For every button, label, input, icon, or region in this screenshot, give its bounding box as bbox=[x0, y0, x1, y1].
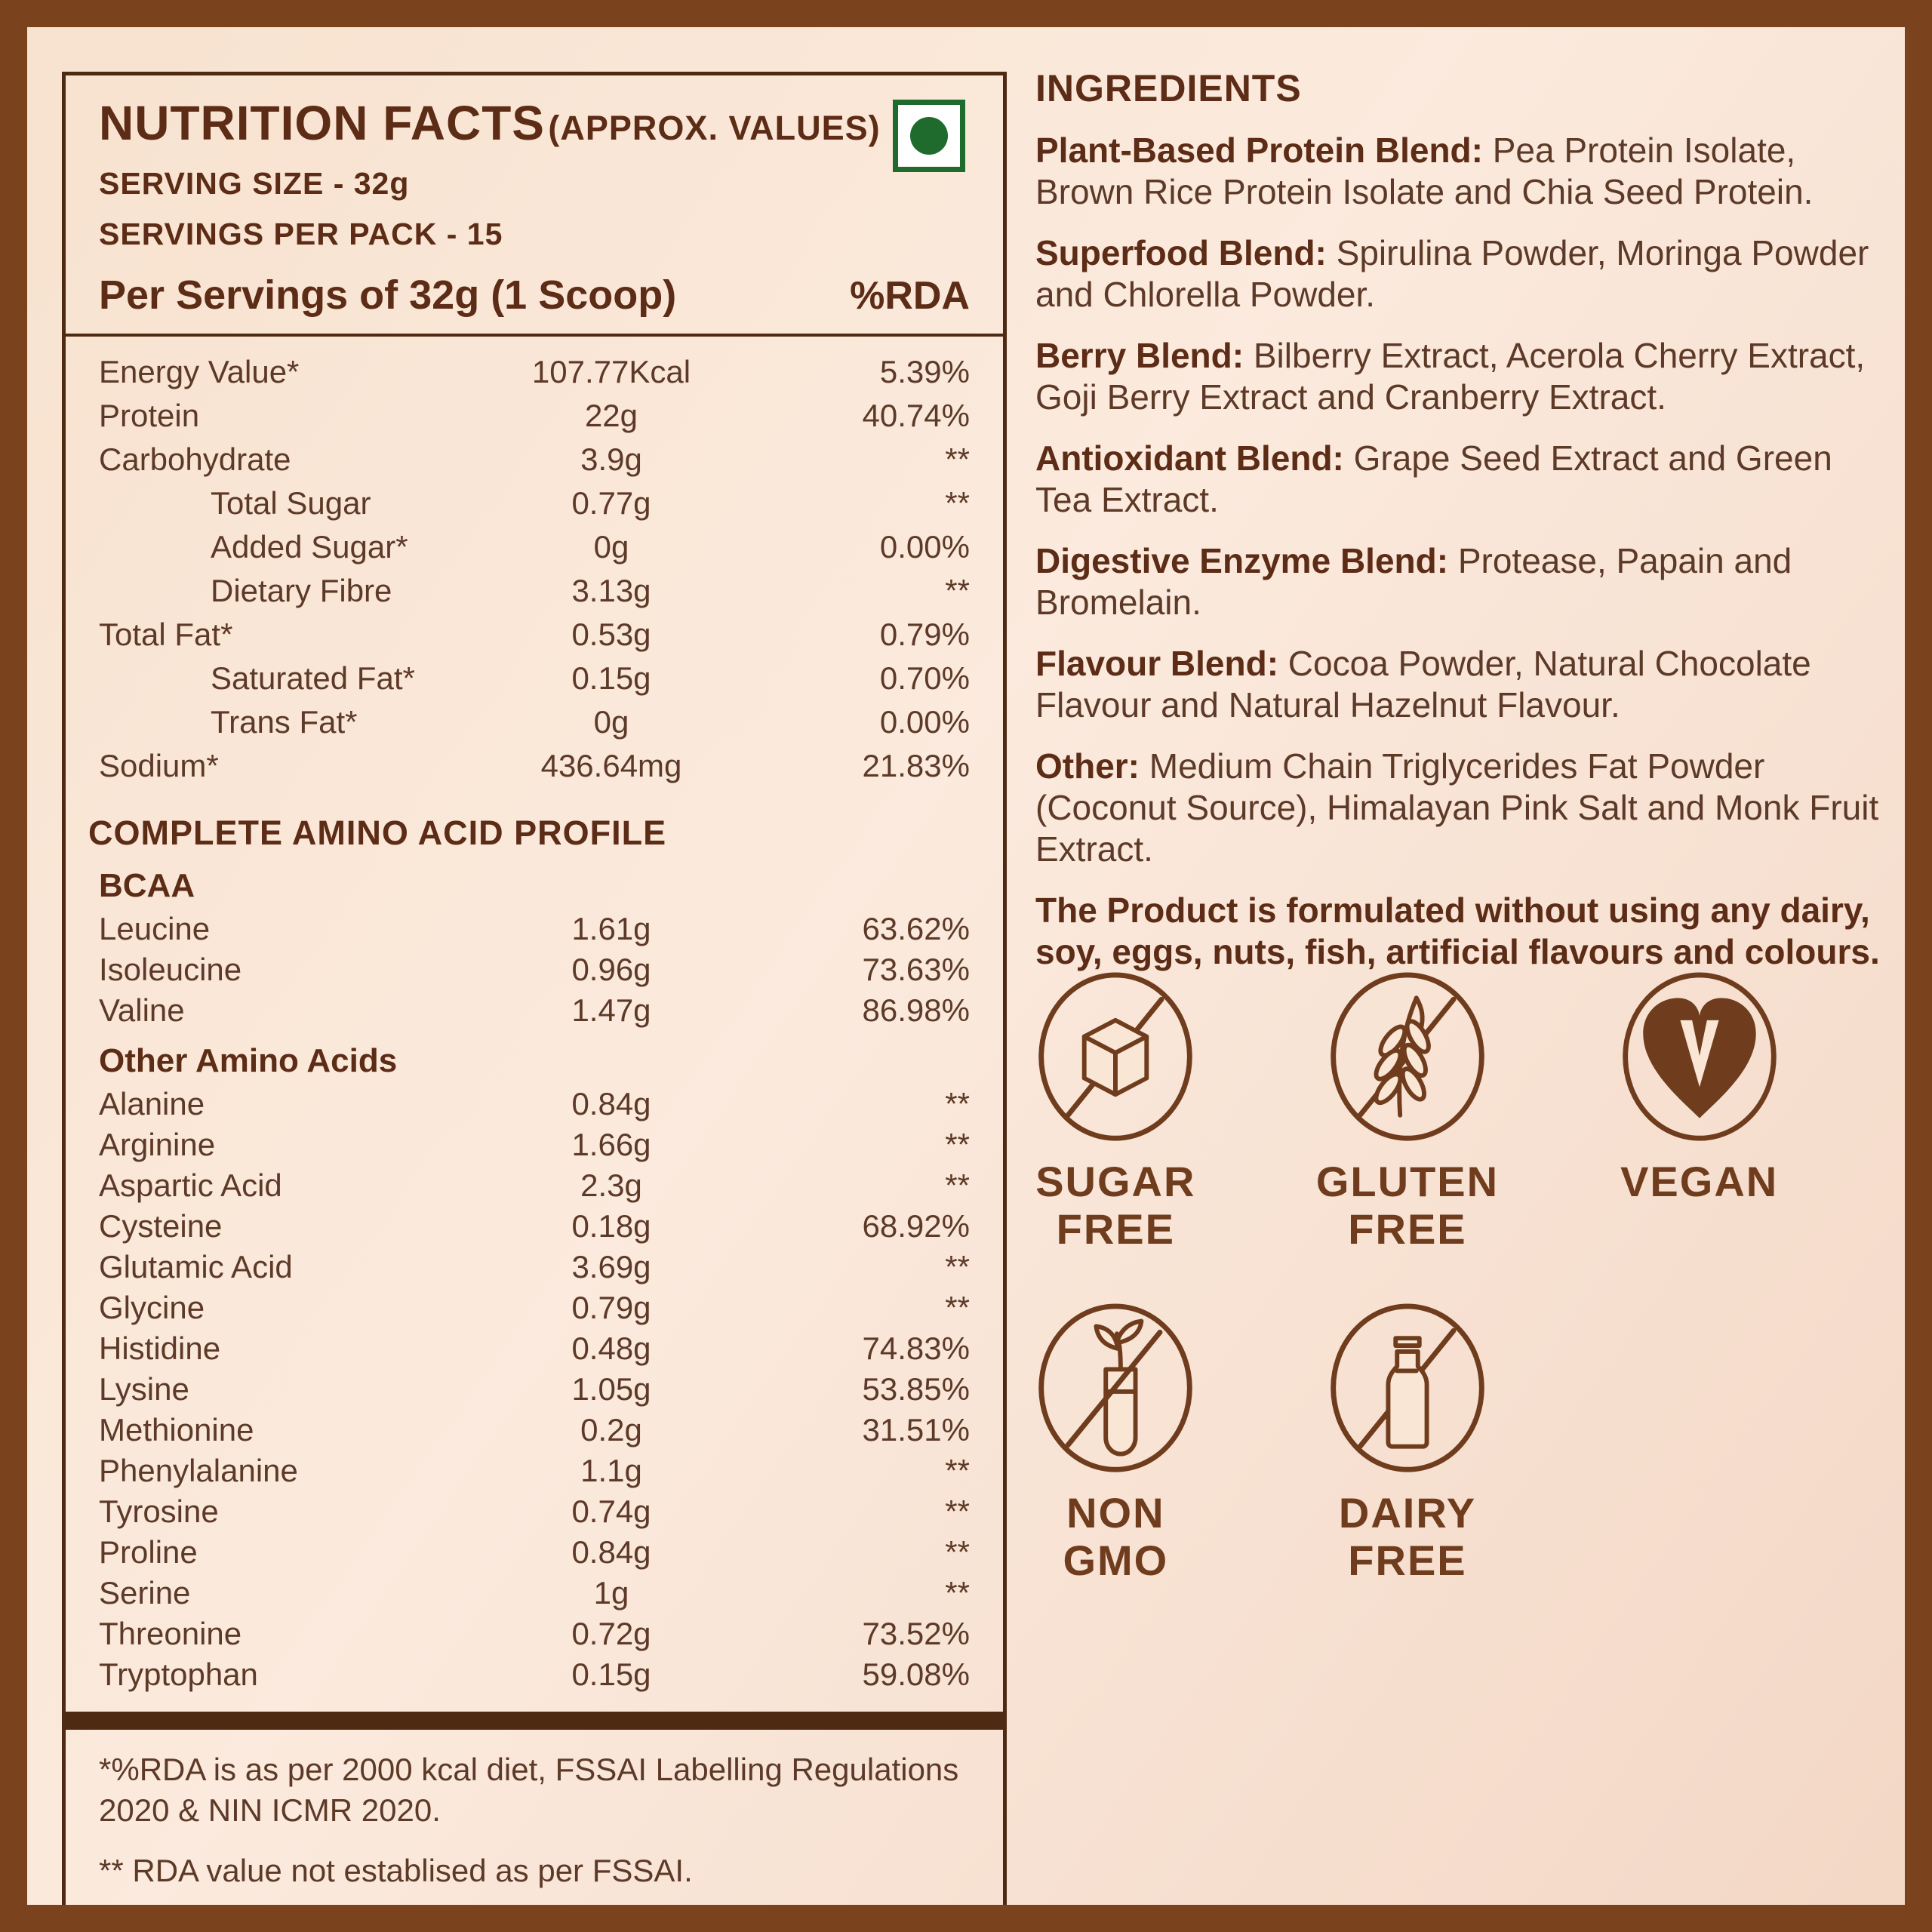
ingredient-blend-name: Other: bbox=[1035, 746, 1140, 786]
row-label: Alanine bbox=[99, 1086, 205, 1121]
row-amount: 0.48g bbox=[571, 1331, 651, 1366]
row-label: Dietary Fibre bbox=[211, 573, 392, 608]
row-amount: 0.84g bbox=[571, 1086, 651, 1121]
row-rda: 0.79% bbox=[879, 617, 970, 652]
row-amount: 0.15g bbox=[571, 660, 651, 696]
row-label: Histidine bbox=[99, 1331, 221, 1366]
row-rda: ** bbox=[945, 1086, 970, 1121]
badge-label: VEGAN bbox=[1620, 1158, 1779, 1205]
row-rda: ** bbox=[945, 573, 970, 608]
row-label: Tyrosine bbox=[99, 1494, 219, 1529]
nutrition-title: NUTRITION FACTS bbox=[99, 96, 545, 150]
row-amount: 1.05g bbox=[571, 1371, 651, 1407]
ingredient-disclaimer-text: The Product is formulated without using any dairy, soy, eggs, nuts, fish, artificial flavours and colours. bbox=[1035, 891, 1880, 971]
row-amount: 1.47g bbox=[571, 992, 651, 1028]
table-row bbox=[99, 1247, 970, 1287]
row-rda: 0.00% bbox=[879, 529, 970, 565]
ingredient-blend-name: Plant-Based Protein Blend: bbox=[1035, 131, 1483, 170]
ingredient-blend-text: Pea Protein Isolate, Brown Rice Protein Isolate and Chia Seed Protein. bbox=[1035, 131, 1814, 211]
row-label: Proline bbox=[99, 1534, 198, 1570]
row-label: Added Sugar* bbox=[211, 529, 408, 565]
row-label: Trans Fat* bbox=[211, 704, 358, 740]
row-label: Protein bbox=[99, 398, 200, 433]
footnote-not-established: ** RDA value not establised as per FSSAI. bbox=[99, 1853, 693, 1888]
row-rda: ** bbox=[945, 441, 970, 477]
row-amount: 0.79g bbox=[571, 1290, 651, 1325]
row-rda: 59.08% bbox=[862, 1657, 970, 1692]
table-row bbox=[99, 350, 970, 394]
ingredient-blend-name: Digestive Enzyme Blend: bbox=[1035, 541, 1449, 580]
table-row bbox=[99, 909, 970, 949]
row-rda: 68.92% bbox=[862, 1208, 970, 1244]
table-row bbox=[99, 1532, 970, 1573]
row-rda: 0.00% bbox=[879, 704, 970, 740]
row-rda: 5.39% bbox=[879, 354, 970, 389]
badge-dairy-free bbox=[1325, 1301, 1490, 1584]
table-row bbox=[99, 1451, 970, 1491]
ingredient-blend-name: Superfood Blend: bbox=[1035, 233, 1327, 272]
row-amount: 0.77g bbox=[571, 485, 651, 521]
row-amount: 0.53g bbox=[571, 617, 651, 652]
row-rda: ** bbox=[945, 1290, 970, 1325]
table-row bbox=[99, 1410, 970, 1451]
ingredient-item bbox=[1035, 130, 1896, 213]
table-row bbox=[99, 481, 970, 525]
table-row bbox=[99, 1573, 970, 1614]
amino-rows bbox=[99, 863, 970, 1695]
table-row bbox=[99, 438, 970, 481]
wheat-icon bbox=[1325, 970, 1490, 1148]
table-row bbox=[99, 1328, 970, 1369]
table-row bbox=[99, 700, 970, 744]
row-amount: 3.13g bbox=[571, 573, 651, 608]
table-row bbox=[99, 990, 970, 1031]
table-row bbox=[99, 394, 970, 438]
row-amount: 0.72g bbox=[571, 1616, 651, 1651]
row-label: Energy Value* bbox=[99, 354, 300, 389]
row-amount: 0g bbox=[593, 704, 629, 740]
row-label: Methionine bbox=[99, 1412, 254, 1447]
row-label: Glutamic Acid bbox=[99, 1249, 293, 1284]
table-column-headers bbox=[99, 272, 970, 318]
ingredient-item bbox=[1035, 643, 1896, 726]
row-rda: 53.85% bbox=[862, 1371, 970, 1407]
table-row bbox=[99, 1491, 970, 1532]
nutrition-title-line bbox=[99, 95, 970, 151]
ingredients-section bbox=[1035, 66, 1896, 973]
nutrient-rows bbox=[99, 350, 970, 788]
nutrition-table bbox=[66, 337, 1003, 1695]
row-amount: 0.74g bbox=[571, 1494, 651, 1529]
row-label: Arginine bbox=[99, 1127, 216, 1162]
badge-non-gmo bbox=[1033, 1301, 1198, 1584]
row-rda: 31.51% bbox=[862, 1412, 970, 1447]
per-serving-header: Per Servings of 32g (1 Scoop) bbox=[99, 272, 677, 318]
badge-label: DAIRY FREE bbox=[1338, 1489, 1477, 1585]
footnote-rda: *%RDA is as per 2000 kcal diet, FSSAI Labelling Regulations 2020 & NIN ICMR 2020. bbox=[99, 1752, 959, 1828]
vegetarian-dot bbox=[910, 117, 948, 155]
nutrition-title-note: (APPROX. VALUES) bbox=[548, 109, 881, 147]
row-amount: 107.77Kcal bbox=[531, 354, 691, 389]
row-rda: ** bbox=[945, 1453, 970, 1488]
ingredient-blend-text: Medium Chain Triglycerides Fat Powder (Coconut Source), Himalayan Pink Salt and Monk Fruit Extract. bbox=[1035, 746, 1879, 869]
row-amount: 0.15g bbox=[571, 1657, 651, 1692]
table-row bbox=[99, 1369, 970, 1410]
table-row bbox=[99, 1165, 970, 1206]
row-amount: 436.64mg bbox=[540, 748, 682, 783]
ingredient-item bbox=[1035, 232, 1896, 315]
row-label: Tryptophan bbox=[99, 1657, 258, 1692]
row-amount: 2.3g bbox=[580, 1168, 642, 1203]
row-rda: 86.98% bbox=[862, 992, 970, 1028]
ingredient-blend-name: Berry Blend: bbox=[1035, 336, 1244, 375]
table-row bbox=[99, 569, 970, 613]
row-rda: 74.83% bbox=[862, 1331, 970, 1366]
amino-group-header: Other Amino Acids bbox=[99, 1042, 398, 1079]
row-label: Glycine bbox=[99, 1290, 205, 1325]
badge-sugar-free bbox=[1033, 970, 1198, 1253]
table-row bbox=[99, 613, 970, 657]
ingredient-disclaimer bbox=[1035, 890, 1896, 973]
ingredient-blend-text: Protease, Papain and Bromelain. bbox=[1035, 541, 1792, 622]
amino-section-title: COMPLETE AMINO ACID PROFILE bbox=[88, 814, 667, 852]
ingredients-title: INGREDIENTS bbox=[1035, 67, 1302, 109]
milk-bottle-icon bbox=[1325, 1301, 1490, 1479]
row-rda: 63.62% bbox=[862, 911, 970, 946]
row-amount: 0g bbox=[593, 529, 629, 565]
ingredient-blend-text: Cocoa Powder, Natural Chocolate Flavour and Natural Hazelnut Flavour. bbox=[1035, 644, 1811, 724]
row-label: Isoleucine bbox=[99, 952, 242, 987]
row-amount: 0.84g bbox=[571, 1534, 651, 1570]
table-row bbox=[99, 1654, 970, 1695]
row-amount: 0.96g bbox=[571, 952, 651, 987]
row-amount: 3.9g bbox=[580, 441, 642, 477]
row-label: Carbohydrate bbox=[99, 441, 291, 477]
section-divider-bar bbox=[66, 1712, 1003, 1730]
row-rda: ** bbox=[945, 1575, 970, 1611]
table-row bbox=[99, 1614, 970, 1654]
row-label: Total Sugar bbox=[211, 485, 371, 521]
table-row bbox=[99, 949, 970, 990]
table-row bbox=[99, 744, 970, 788]
ingredient-item bbox=[1035, 746, 1896, 870]
ingredient-blend-text: Grape Seed Extract and Green Tea Extract. bbox=[1035, 438, 1832, 519]
row-amount: 1.66g bbox=[571, 1127, 651, 1162]
servings-per-pack: SERVINGS PER PACK - 15 bbox=[99, 217, 503, 251]
row-label: Leucine bbox=[99, 911, 211, 946]
table-row bbox=[99, 1084, 970, 1124]
row-amount: 0.18g bbox=[571, 1208, 651, 1244]
ingredient-item bbox=[1035, 540, 1896, 623]
row-label: Serine bbox=[99, 1575, 191, 1611]
row-rda: 73.63% bbox=[862, 952, 970, 987]
row-rda: ** bbox=[945, 1534, 970, 1570]
table-row bbox=[99, 525, 970, 569]
row-label: Threonine bbox=[99, 1616, 242, 1651]
badge-label: SUGAR FREE bbox=[1035, 1158, 1196, 1253]
footnotes bbox=[66, 1730, 1003, 1914]
row-amount: 0.2g bbox=[580, 1412, 642, 1447]
row-rda: ** bbox=[945, 485, 970, 521]
certification-badges bbox=[970, 970, 1845, 1585]
row-label: Lysine bbox=[99, 1371, 189, 1407]
badge-vegan bbox=[1617, 970, 1782, 1253]
ingredient-blend-name: Flavour Blend: bbox=[1035, 644, 1279, 683]
row-label: Total Fat* bbox=[99, 617, 233, 652]
row-label: Saturated Fat* bbox=[211, 660, 415, 696]
row-label: Cysteine bbox=[99, 1208, 223, 1244]
badge-label: GLUTEN FREE bbox=[1315, 1158, 1500, 1253]
row-rda: ** bbox=[945, 1168, 970, 1203]
table-row bbox=[99, 1206, 970, 1247]
ingredient-blend-name: Antioxidant Blend: bbox=[1035, 438, 1344, 478]
vegan-heart-icon bbox=[1617, 970, 1782, 1148]
row-amount: 1.61g bbox=[571, 911, 651, 946]
ingredient-blend-text: Bilberry Extract, Acerola Cherry Extract, Goji Berry Extract and Cranberry Extract. bbox=[1035, 336, 1866, 417]
row-rda: ** bbox=[945, 1249, 970, 1284]
ingredient-item bbox=[1035, 438, 1896, 521]
sugar-cube-icon bbox=[1033, 970, 1198, 1148]
amino-group-header: BCAA bbox=[99, 867, 195, 904]
row-label: Sodium* bbox=[99, 748, 219, 783]
row-rda: 0.70% bbox=[879, 660, 970, 696]
table-row bbox=[99, 657, 970, 700]
ingredient-blend-text: Spirulina Powder, Moringa Powder and Chlorella Powder. bbox=[1035, 233, 1869, 314]
row-amount: 22g bbox=[584, 398, 638, 433]
row-rda: 40.74% bbox=[862, 398, 970, 433]
serving-size: SERVING SIZE - 32g bbox=[99, 166, 410, 201]
row-amount: 1.1g bbox=[580, 1453, 642, 1488]
row-amount: 1g bbox=[593, 1575, 629, 1611]
table-row bbox=[99, 1287, 970, 1328]
ingredient-item bbox=[1035, 335, 1896, 418]
row-rda: ** bbox=[945, 1127, 970, 1162]
badge-label: NON GMO bbox=[1063, 1489, 1169, 1585]
test-tube-plant-icon bbox=[1033, 1301, 1198, 1479]
table-row bbox=[99, 1124, 970, 1165]
rda-header: %RDA bbox=[850, 274, 970, 318]
row-label: Phenylalanine bbox=[99, 1453, 298, 1488]
row-rda: 21.83% bbox=[862, 748, 970, 783]
row-label: Valine bbox=[99, 992, 185, 1028]
row-rda: ** bbox=[945, 1494, 970, 1529]
vegetarian-mark-icon bbox=[893, 100, 965, 172]
row-label: Aspartic Acid bbox=[99, 1168, 282, 1203]
row-amount: 3.69g bbox=[571, 1249, 651, 1284]
badge-gluten-free bbox=[1316, 970, 1499, 1253]
nutrition-header bbox=[66, 75, 1003, 337]
nutrition-facts-panel bbox=[62, 72, 1007, 1918]
row-rda: 73.52% bbox=[862, 1616, 970, 1651]
